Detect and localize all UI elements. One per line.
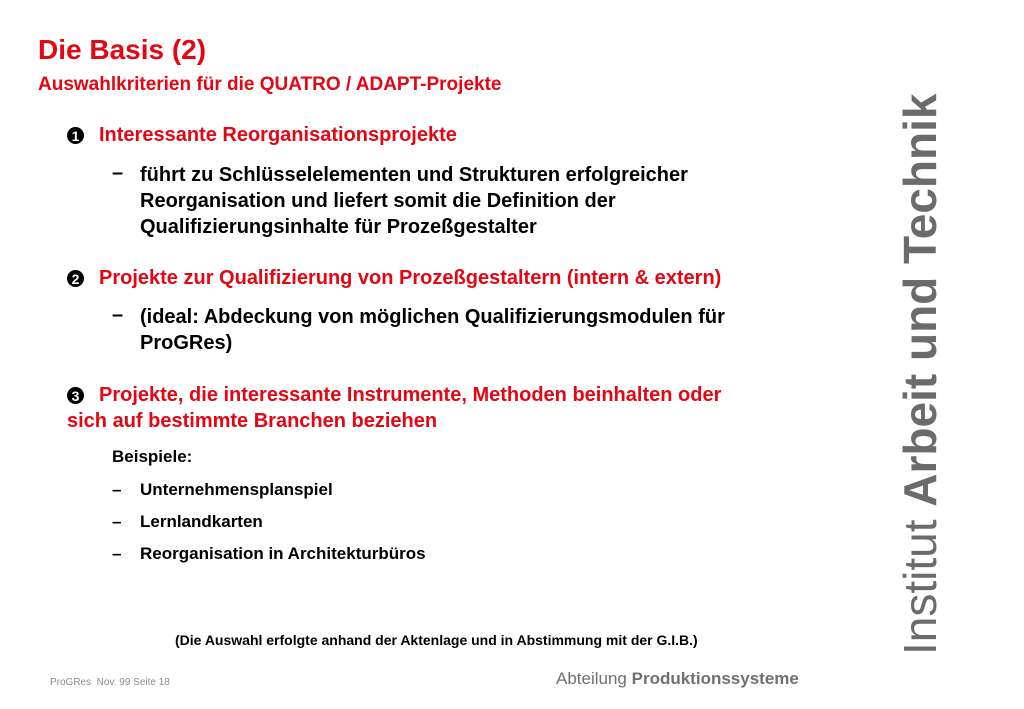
institute-logo-text: [893, 94, 947, 655]
example-1: Unternehmensplanspiel: [140, 480, 333, 499]
bullet-number-3: 3: [67, 387, 84, 404]
example-2: Lernlandkarten: [140, 512, 263, 531]
item-3-heading-line-1: Projekte, die interessante Instrumente, Methoden beinhalten oder: [99, 384, 722, 406]
footer-page-info: ProGRes Nov. 99 Seite 18: [50, 677, 170, 688]
item-1-sub-line-2: Reorganisation und liefert somit die Definition der: [140, 190, 616, 212]
item-1-sub-line-1: führt zu Schlüsselelementen und Strukturen erfolgreicher: [140, 164, 688, 186]
item-1-sub-line-3: Qualifizierungsinhalte für Prozeßgestalter: [140, 216, 537, 238]
item-3-heading-line-2: sich auf bestimmte Branchen beziehen: [67, 410, 438, 432]
examples-label: Beispiele:: [112, 447, 193, 466]
bullet-number-1: 1: [67, 127, 84, 144]
item-2-heading: Projekte zur Qualifizierung von Prozeßgestaltern (intern & extern): [99, 267, 722, 289]
institute-bold: Arbeit und Technik: [894, 93, 946, 507]
example-dash-3: –: [112, 544, 122, 563]
item-2-sub-line-1: (ideal: Abdeckung von möglichen Qualifizierungsmodulen für: [140, 306, 725, 328]
item-1-heading: Interessante Reorganisationsprojekte: [99, 124, 457, 146]
institute-light: Institut: [894, 506, 946, 655]
footer-department: [556, 669, 799, 689]
item-2-sub-line-2: ProGRes): [140, 332, 233, 354]
example-3: Reorganisation in Architekturbüros: [140, 544, 426, 563]
footer-department-light: Abteilung: [556, 669, 632, 688]
selection-note: (Die Auswahl erfolgte anhand der Aktenlage und in Abstimmung mit der G.I.B.): [175, 632, 698, 648]
footer-department-bold: Produktionssysteme: [631, 669, 799, 688]
example-dash-2: –: [112, 512, 122, 531]
page-title: Die Basis (2): [38, 34, 207, 65]
bullet-number-2: 2: [67, 270, 84, 287]
page-subtitle: Auswahlkriterien für die QUATRO / ADAPT-Projekte: [38, 74, 502, 95]
dash-1: –: [112, 162, 124, 184]
example-dash-1: –: [112, 480, 122, 499]
dash-2: –: [112, 304, 124, 326]
